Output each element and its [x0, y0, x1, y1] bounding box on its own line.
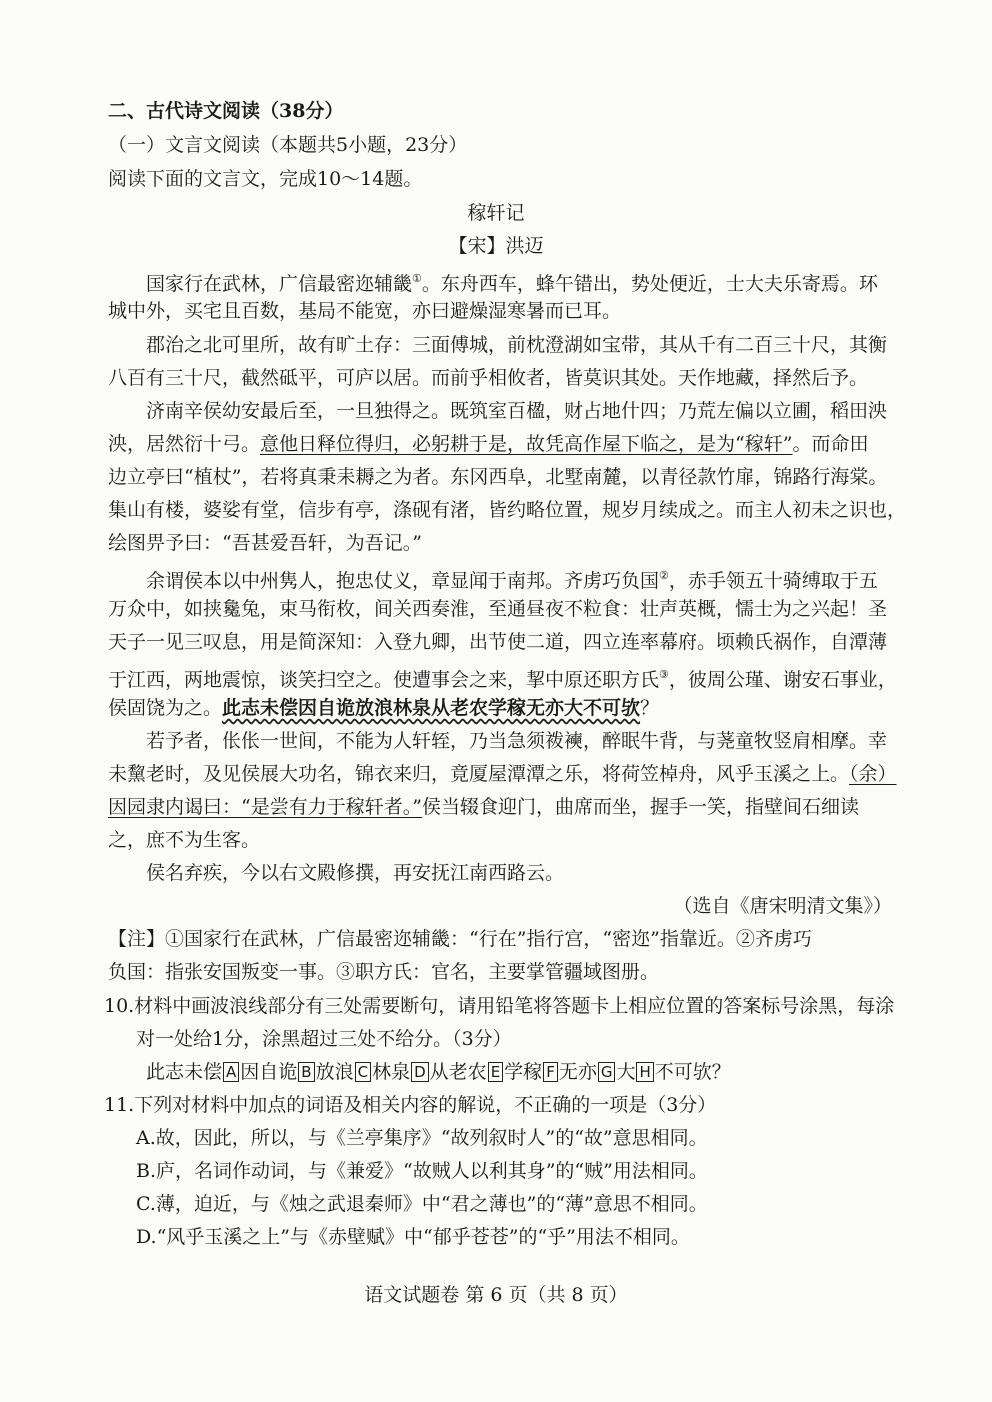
- wavy-underlined-sentence: 此志未偿因自诡放浪林泉从老农学稼无亦大不可欤: [222, 697, 641, 719]
- passage-line: 万众中，如挟毚兔，束马衔枚，间关西奏淮，至通昼夜不粒食：壮声英概，懦士为之兴起！圣: [108, 598, 888, 620]
- passage-line: 因园隶内谒曰：“是尝有力于稼轩者。”侯当辍食迎门，曲席而坐，握手一笑，指壁间石细读: [108, 796, 859, 818]
- passage-line: 若予者，伥伥一世间，不能为人轩轾，乃当急须袯襫，醉眠牛背，与荛童牧竖肩相摩。幸: [146, 730, 888, 752]
- footnote-marker: ③: [659, 668, 669, 681]
- answer-option-box: B: [298, 1062, 314, 1082]
- instruction: 阅读下面的文言文，完成10～14题。: [108, 168, 423, 190]
- passage-line: 泱，居然衍十弓。意他日释位得归，必躬耕于是，故凭高作屋下临之，是为“稼轩”。而命田: [108, 433, 869, 455]
- footnote-marker: ①: [412, 272, 422, 285]
- question-10-stem: 10.材料中画波浪线部分有三处需要断句，请用铅笔将答题卡上相应位置的答案标号涂黑，每涂: [104, 995, 895, 1017]
- passage-line: 济南辛侯幼安最后至，一旦独得之。既筑室百楹，财占地什四；乃荒左偏以立圃，稻田泱: [146, 400, 888, 422]
- page-footer: 语文试题卷 第 6 页（共 8 页）: [364, 1284, 628, 1306]
- question-11-option-c: C.薄，迫近，与《烛之武退秦师》中“君之薄也”的“薄”意思不相同。: [136, 1193, 708, 1215]
- passage-line: 未黧老时，及见侯展大功名，锦衣来归，竟厦屋潭潭之乐，将荷笠棹舟，风乎玉溪之上。（余）: [108, 763, 897, 785]
- answer-option-box: E: [488, 1062, 503, 1082]
- section-heading: 二、古代诗文阅读（38分）: [108, 100, 344, 122]
- passage-author: 【宋】洪迈: [448, 235, 544, 257]
- passage-line: 国家行在武林，广信最密迩辅畿①。东舟西车，蜂午错出，势处便近，士大夫乐寄焉。环: [146, 272, 878, 295]
- question-11-option-a: A.故，因此，所以，与《兰亭集序》“故列叙时人”的“故”意思相同。: [136, 1127, 708, 1149]
- passage-line: 集山有楼，婆娑有堂，信步有亭，涤砚有渚，皆约略位置，规岁月续成之。而主人初未之识也，: [108, 499, 907, 521]
- passage-source: （选自《唐宋明清文集》）: [673, 895, 892, 917]
- passage-line: 于江西，两地震惊，谈笑扫空之。使遭事会之来，挈中原还职方氏③，彼周公瑾、谢安石事业，: [108, 668, 897, 691]
- passage-line: 侯固饶为之。此志未偿因自诡放浪林泉从老农学稼无亦大不可欤？: [108, 697, 660, 719]
- answer-option-box: G: [598, 1062, 616, 1082]
- question-11-option-b: B.庐，名词作动词，与《兼爱》“故贼人以利其身”的“贼”用法相同。: [136, 1160, 708, 1182]
- notes-line: 【注】①国家行在武林，广信最密迩辅畿：“行在”指行宫，“密迩”指靠近。②齐虏巧: [108, 928, 812, 950]
- passage-line: 郡治之北可里所，故有旷土存：三面傅城，前枕澄湖如宝带，其从千有二百三十尺，其衡: [146, 334, 888, 356]
- underlined-sentence: （余）: [849, 763, 897, 785]
- footnote-marker: ②: [659, 569, 669, 582]
- notes-line: 负国：指张安国叛变一事。③职方氏：官名，主要掌管疆域图册。: [108, 961, 660, 983]
- passage-line: 边立亭曰“植杖”，若将真秉耒耨之为者。东冈西阜，北墅南麓，以青径款竹扉，锦路行海棠。: [108, 466, 888, 488]
- passage-line: 之，庶不为生客。: [108, 829, 261, 851]
- question-10-sentence: 此志未偿 A 因自诡 B 放浪 C 林泉 D 从老农 E 学稼 F 无亦 G 大 H 不可欤？: [146, 1061, 731, 1083]
- question-11-stem: 11.下列对材料中加点的词语及相关内容的解说，不正确的一项是（3分）: [104, 1094, 717, 1116]
- underlined-sentence: 因园隶内谒曰：“是尝有力于稼轩者。”: [108, 796, 422, 818]
- passage-line: 绘图畀予曰：“吾甚爱吾轩，为吾记。”: [108, 532, 422, 554]
- passage-line: 侯名弃疾，今以右文殿修撰，再安抚江南西路云。: [146, 862, 565, 884]
- answer-option-box: H: [636, 1062, 653, 1082]
- underlined-sentence: 意他日释位得归，必躬耕于是，故凭高作屋下临之，是为“稼轩”: [260, 433, 793, 455]
- passage-line: 余谓侯本以中州隽人，抱忠仗义，章显闻于南邦。齐虏巧负国②，赤手领五十骑缚取于五: [146, 569, 878, 592]
- passage-line: 城中外，买宅且百数，基局不能宽，亦曰避燥湿寒暑而已耳。: [108, 300, 622, 322]
- answer-option-box: F: [543, 1062, 558, 1082]
- passage-line: 八百有三十尺，截然砥平，可庐以居。而前乎相攸者，皆莫识其处。天作地藏，择然后予。: [108, 367, 869, 389]
- passage-line: 天子一见三叹息，用是简深知：入登九卿，出节使二道，四立连率幕府。顷赖氏祸作，自潭薄: [108, 631, 888, 653]
- answer-option-box: D: [411, 1062, 429, 1082]
- question-10-stem: 对一处给1分，涂黑超过三处不给分。（3分）: [136, 1028, 512, 1050]
- passage-title: 稼轩记: [467, 202, 525, 224]
- subsection-heading: （一）文言文阅读（本题共5小题，23分）: [108, 134, 468, 156]
- answer-option-box: A: [223, 1062, 239, 1082]
- answer-option-box: C: [355, 1062, 371, 1082]
- question-11-option-d: D.“风乎玉溪之上”与《赤壁赋》中“郁乎苍苍”的“乎”用法不相同。: [136, 1226, 690, 1248]
